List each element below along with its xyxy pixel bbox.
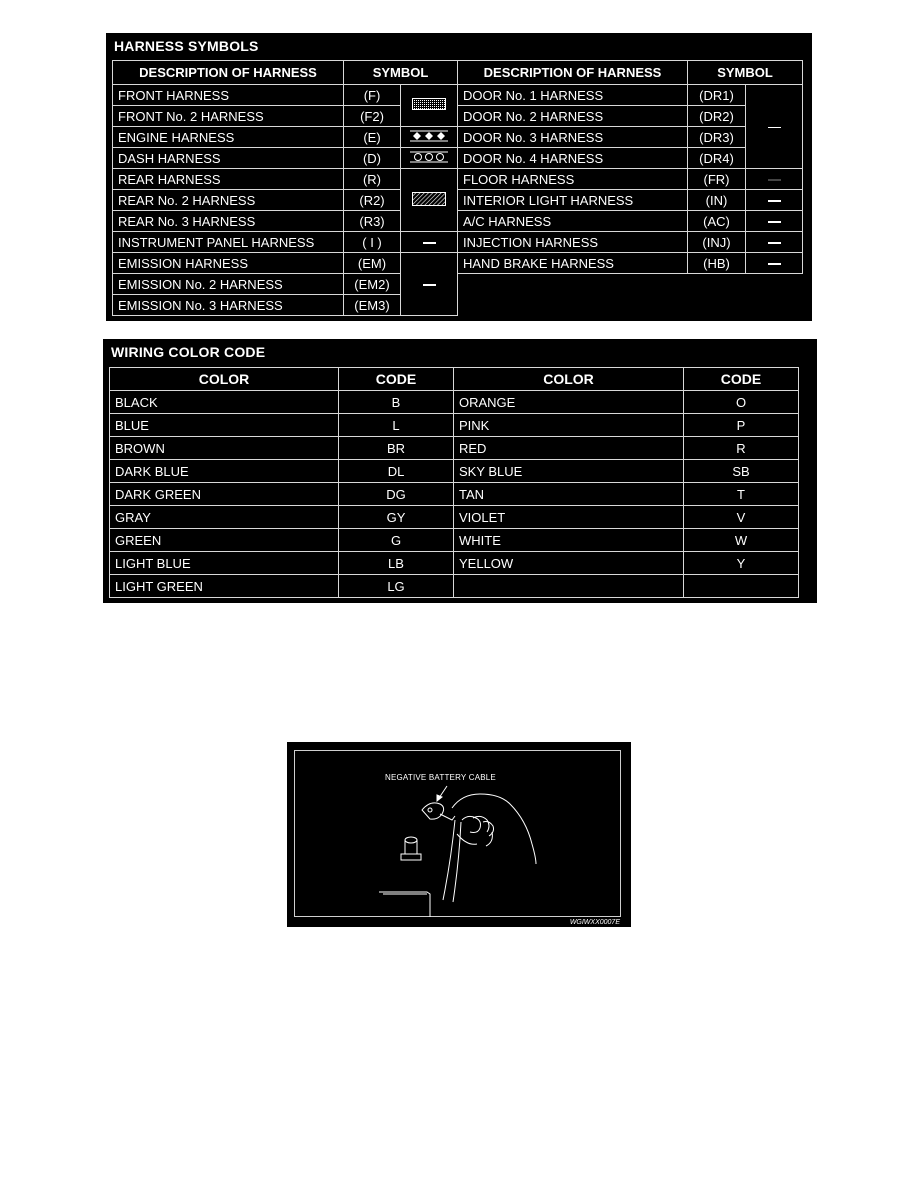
- battery-cable-illustration: [287, 742, 631, 927]
- harness-description: INSTRUMENT PANEL HARNESS: [113, 232, 344, 253]
- col-header-symbol: SYMBOL: [344, 61, 458, 85]
- harness-description: EMISSION No. 3 HARNESS: [113, 295, 344, 316]
- color-code: BR: [339, 437, 454, 460]
- harness-code: (R2): [344, 190, 401, 211]
- harness-code: (IN): [688, 190, 746, 211]
- table-row: [110, 437, 799, 460]
- harness-code: (E): [344, 127, 401, 148]
- col-header-symbol-right: SYMBOL: [688, 61, 803, 85]
- harness-description: ENGINE HARNESS: [113, 127, 344, 148]
- color-code: B: [339, 391, 454, 414]
- color-name: SKY BLUE: [454, 460, 684, 483]
- color-name: DARK GREEN: [110, 483, 339, 506]
- color-code: DG: [339, 483, 454, 506]
- table-row: [113, 106, 803, 127]
- harness-description: INTERIOR LIGHT HARNESS: [458, 190, 688, 211]
- color-code: W: [684, 529, 799, 552]
- table-row: [113, 232, 803, 253]
- table-row: [113, 127, 803, 148]
- table-row: [113, 274, 803, 295]
- col-header-description-right: DESCRIPTION OF HARNESS: [458, 61, 688, 85]
- table-row: [110, 575, 799, 598]
- col-header-code: CODE: [339, 368, 454, 391]
- dash-symbol-icon: [746, 85, 803, 169]
- table-row: [113, 85, 803, 106]
- color-code: GY: [339, 506, 454, 529]
- dash-symbol-icon: [746, 253, 803, 274]
- empty-cell: [684, 575, 799, 598]
- color-code: P: [684, 414, 799, 437]
- wiring-color-code-table: [109, 367, 799, 598]
- harness-code: (DR2): [688, 106, 746, 127]
- harness-code: (EM2): [344, 274, 401, 295]
- color-name: LIGHT BLUE: [110, 552, 339, 575]
- harness-description: HAND BRAKE HARNESS: [458, 253, 688, 274]
- color-name: YELLOW: [454, 552, 684, 575]
- color-code: Y: [684, 552, 799, 575]
- color-name: ORANGE: [454, 391, 684, 414]
- table-row: [113, 148, 803, 169]
- harness-code: (D): [344, 148, 401, 169]
- figure-caption: NEGATIVE BATTERY CABLE: [385, 773, 496, 782]
- harness-code: (AC): [688, 211, 746, 232]
- dash-symbol-icon: [401, 253, 458, 316]
- table-row: [113, 253, 803, 274]
- col-header-color: COLOR: [110, 368, 339, 391]
- color-name: PINK: [454, 414, 684, 437]
- harness-description: FRONT No. 2 HARNESS: [113, 106, 344, 127]
- color-name: RED: [454, 437, 684, 460]
- color-name: GRAY: [110, 506, 339, 529]
- table-row: [113, 211, 803, 232]
- dash-symbol-icon: [746, 211, 803, 232]
- dash-symbol-icon: [746, 169, 803, 190]
- harness-description: A/C HARNESS: [458, 211, 688, 232]
- harness-description: REAR No. 3 HARNESS: [113, 211, 344, 232]
- harness-symbols-panel: [106, 33, 812, 321]
- table-row: [110, 529, 799, 552]
- harness-code: (R3): [344, 211, 401, 232]
- hatch-symbol-icon: [401, 169, 458, 232]
- empty-cell: [458, 274, 803, 316]
- color-code: LB: [339, 552, 454, 575]
- color-code: V: [684, 506, 799, 529]
- color-code: DL: [339, 460, 454, 483]
- diamond-chain-symbol-icon: [401, 127, 458, 148]
- harness-code: ( I ): [344, 232, 401, 253]
- harness-symbols-table: [112, 60, 803, 316]
- color-name: VIOLET: [454, 506, 684, 529]
- color-name: LIGHT GREEN: [110, 575, 339, 598]
- empty-cell: [454, 575, 684, 598]
- harness-code: (EM): [344, 253, 401, 274]
- color-name: GREEN: [110, 529, 339, 552]
- harness-description: EMISSION HARNESS: [113, 253, 344, 274]
- color-code: L: [339, 414, 454, 437]
- table-row: [110, 483, 799, 506]
- table-row: [113, 190, 803, 211]
- harness-code: (HB): [688, 253, 746, 274]
- color-code: O: [684, 391, 799, 414]
- harness-description: DOOR No. 3 HARNESS: [458, 127, 688, 148]
- harness-code: (EM3): [344, 295, 401, 316]
- dash-symbol-icon: [746, 232, 803, 253]
- harness-code: (INJ): [688, 232, 746, 253]
- harness-description: EMISSION No. 2 HARNESS: [113, 274, 344, 295]
- harness-description: DOOR No. 2 HARNESS: [458, 106, 688, 127]
- header-row: [110, 368, 799, 391]
- harness-description: DOOR No. 1 HARNESS: [458, 85, 688, 106]
- table-row: [113, 169, 803, 190]
- stipple-symbol-icon: [401, 85, 458, 127]
- harness-description: DASH HARNESS: [113, 148, 344, 169]
- color-code: T: [684, 483, 799, 506]
- col-header-description: DESCRIPTION OF HARNESS: [113, 61, 344, 85]
- color-name: BLUE: [110, 414, 339, 437]
- table-row: [110, 506, 799, 529]
- table-row: [110, 460, 799, 483]
- harness-code: (F): [344, 85, 401, 106]
- color-name: BROWN: [110, 437, 339, 460]
- color-name: WHITE: [454, 529, 684, 552]
- harness-code: (FR): [688, 169, 746, 190]
- dash-symbol-icon: [401, 232, 458, 253]
- table-row: [110, 414, 799, 437]
- table-row: [110, 552, 799, 575]
- harness-symbols-title: HARNESS SYMBOLS: [114, 38, 259, 54]
- harness-code: (R): [344, 169, 401, 190]
- figure-code: WGIWXX0007E: [569, 919, 620, 926]
- color-code: R: [684, 437, 799, 460]
- harness-code: (DR3): [688, 127, 746, 148]
- table-row: [110, 391, 799, 414]
- harness-description: FRONT HARNESS: [113, 85, 344, 106]
- harness-description: REAR HARNESS: [113, 169, 344, 190]
- harness-description: INJECTION HARNESS: [458, 232, 688, 253]
- dash-symbol-icon: [746, 190, 803, 211]
- color-name: TAN: [454, 483, 684, 506]
- color-code: SB: [684, 460, 799, 483]
- color-code: LG: [339, 575, 454, 598]
- wiring-color-code-panel: [103, 339, 817, 603]
- harness-description: DOOR No. 4 HARNESS: [458, 148, 688, 169]
- circle-chain-symbol-icon: [401, 148, 458, 169]
- color-name: BLACK: [110, 391, 339, 414]
- harness-code: (DR4): [688, 148, 746, 169]
- col-header-code-right: CODE: [684, 368, 799, 391]
- color-code: G: [339, 529, 454, 552]
- harness-code: (DR1): [688, 85, 746, 106]
- harness-description: REAR No. 2 HARNESS: [113, 190, 344, 211]
- col-header-color-right: COLOR: [454, 368, 684, 391]
- battery-cable-figure: [287, 742, 631, 927]
- harness-description: FLOOR HARNESS: [458, 169, 688, 190]
- wiring-color-code-title: WIRING COLOR CODE: [111, 344, 266, 360]
- header-row: [113, 61, 803, 85]
- color-name: DARK BLUE: [110, 460, 339, 483]
- harness-code: (F2): [344, 106, 401, 127]
